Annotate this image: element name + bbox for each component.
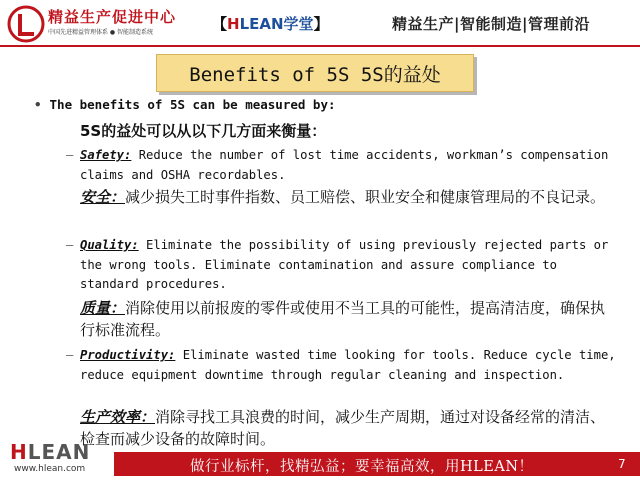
header-tagline: 精益生产|智能制造|管理前沿 xyxy=(392,15,590,33)
main-bullet-text: The benefits of 5S can be measured by: xyxy=(49,97,336,112)
safety-item-cn xyxy=(80,186,620,208)
brand-bracket-close: 】 xyxy=(313,15,329,33)
brand-h: H xyxy=(227,15,240,33)
safety-text-en: Reduce the number of lost time accidents, workman’s compensation claims and OSHA recordables. xyxy=(80,148,609,182)
company-logo-icon xyxy=(6,4,46,44)
main-bullet xyxy=(34,97,336,112)
header xyxy=(0,0,640,46)
main-bullet-cn: 5S的益处可以从以下几方面来衡量： xyxy=(80,122,327,140)
productivity-label-en: Productivity: xyxy=(80,348,176,362)
logo-subtitle: 中国先进精益管理体系 ● 智能制造系统 xyxy=(48,29,154,36)
brand-lean: LEAN xyxy=(239,15,284,33)
footer-logo-rest: LEAN xyxy=(27,440,91,464)
footer-url[interactable]: www.hlean.com xyxy=(14,464,86,474)
page-number: 7 xyxy=(618,457,626,471)
dash-icon: – xyxy=(66,148,74,162)
dash-icon: – xyxy=(66,238,74,252)
quality-item-cn xyxy=(80,297,620,341)
header-divider xyxy=(0,45,640,47)
productivity-text-en: Eliminate wasted time looking for tools. Reduce cycle time, reduce equipment downtime through regular cleaning and inspection. xyxy=(80,348,616,382)
quality-text-en: Eliminate the possibility of using previously rejected parts or the wrong tools. Eliminate contamination and assure compliance to standard procedures. xyxy=(80,238,609,291)
dash-icon: – xyxy=(66,348,74,362)
brand-bracket-open: 【 xyxy=(212,15,228,33)
safety-label-cn: 安全： xyxy=(80,188,126,206)
header-brand xyxy=(212,13,329,34)
productivity-text-cn: 消除寻找工具浪费的时间，减少生产周期，通过对设备经常的清洁、检查而减少设备的故障时间。 xyxy=(80,408,606,448)
quality-item-en xyxy=(66,236,620,295)
safety-text-cn: 减少损失工时事件指数、员工赔偿、职业安全和健康管理局的不良记录。 xyxy=(125,188,606,206)
footer-slogan: 做行业标杆，找精弘益；要幸福高效，用HLEAN！ xyxy=(190,459,534,475)
bullet-dot-icon: • xyxy=(34,97,42,112)
footer-logo xyxy=(10,440,90,464)
quality-text-cn: 消除使用以前报废的零件或使用不当工具的可能性，提高清洁度，确保执行标准流程。 xyxy=(80,299,606,339)
productivity-label-cn: 生产效率： xyxy=(80,408,156,426)
quality-label-en: Quality: xyxy=(80,238,139,252)
productivity-item-cn xyxy=(80,406,620,450)
brand-cn: 学堂 xyxy=(283,15,314,33)
safety-label-en: Safety: xyxy=(80,148,132,162)
safety-item-en xyxy=(66,146,620,185)
logo-title: 精益生产促进中心 xyxy=(48,8,177,26)
slide-title: Benefits of 5S 5S的益处 xyxy=(156,54,474,92)
quality-label-cn: 质量： xyxy=(80,299,126,317)
productivity-item-en xyxy=(66,346,620,385)
footer-logo-h: H xyxy=(10,440,28,464)
